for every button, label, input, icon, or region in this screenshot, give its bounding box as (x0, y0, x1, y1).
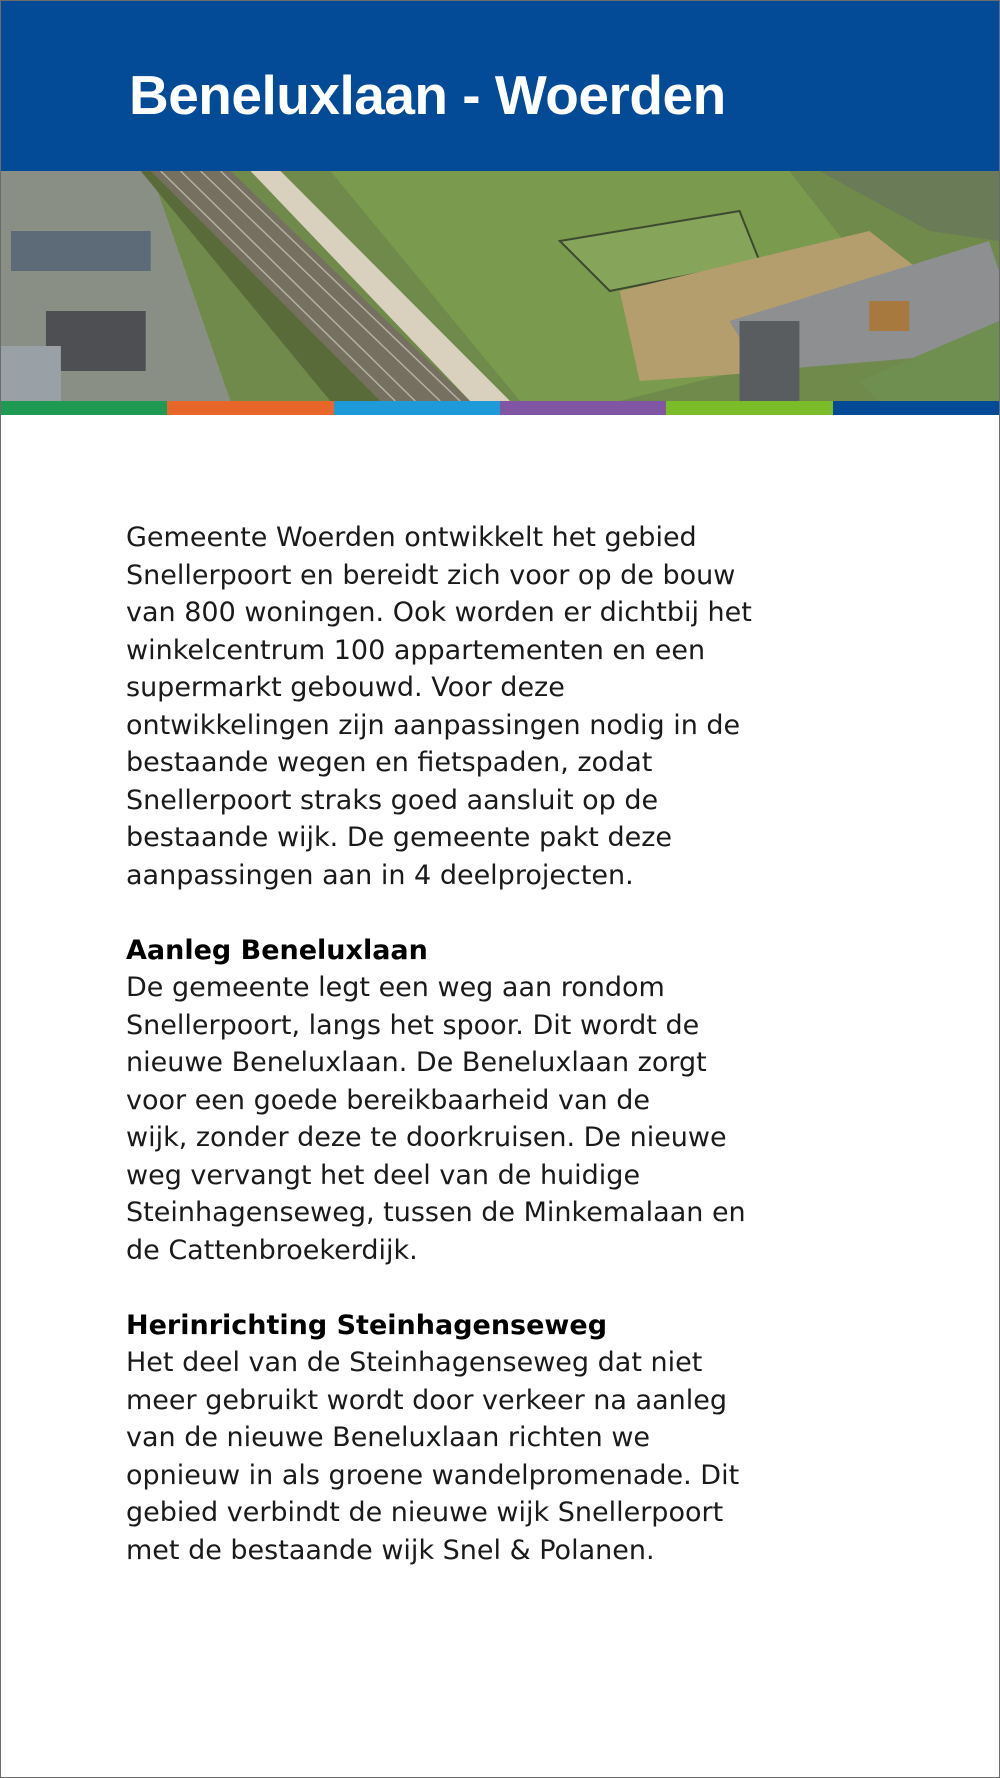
text-line: met de bestaande wijk Snel & Polanen. (126, 1534, 655, 1566)
text-line: Snellerpoort, langs het spoor. Dit wordt de (126, 1009, 700, 1041)
text-line: Gemeente Woerden ontwikkelt het gebied (126, 522, 697, 553)
text-line: bestaande wijk. De gemeente pakt deze (126, 822, 672, 853)
section-heading: Aanleg Beneluxlaan (126, 934, 428, 966)
text-line: meer gebruikt wordt door verkeer na aanleg (126, 1384, 727, 1416)
text-line: De gemeente legt een weg aan rondom (126, 972, 665, 1003)
text-line: voor een goede bereikbaarheid van de (126, 1084, 650, 1116)
text-line: van 800 woningen. Ook worden er dichtbij het (126, 597, 752, 628)
color-stripe (1, 401, 999, 415)
text-line: bestaande wegen en fietspaden, zodat (126, 747, 653, 778)
text-line: aanpassingen aan in 4 deelprojecten. (126, 859, 634, 891)
stripe-orange (167, 401, 333, 415)
section-herinrichting-steinhagenseweg (126, 1307, 752, 1570)
text-line: Het deel van de Steinhagenseweg dat niet (126, 1347, 703, 1378)
text-line: winkelcentrum 100 appartementen en een (126, 634, 706, 666)
intro-paragraph (126, 519, 752, 894)
text-line: Snellerpoort en bereidt zich voor op de bouw (126, 559, 736, 591)
text-line: wijk, zonder deze te doorkruisen. De nieuwe (126, 1122, 727, 1153)
aerial-photo (1, 171, 999, 401)
stripe-green (1, 401, 167, 415)
stripe-purple (500, 401, 666, 415)
page-title: Beneluxlaan - Woerden (129, 64, 726, 126)
stripe-lime (666, 401, 832, 415)
stripe-light-blue (334, 401, 500, 415)
stripe-dark-blue (833, 401, 999, 415)
header-banner (1, 1, 999, 171)
section-heading: Herinrichting Steinhagenseweg (126, 1309, 608, 1341)
text-line: de Cattenbroekerdijk. (126, 1234, 418, 1266)
text-line: weg vervangt het deel van de huidige (126, 1159, 641, 1191)
text-line: ontwikkelingen zijn aanpassingen nodig in de (126, 709, 741, 741)
text-line: van de nieuwe Beneluxlaan richten we (126, 1422, 651, 1453)
text-line: nieuwe Beneluxlaan. De Beneluxlaan zorgt (126, 1047, 707, 1078)
text-line: supermarkt gebouwd. Voor deze (126, 672, 565, 703)
article-body (126, 519, 752, 1569)
text-line: Snellerpoort straks goed aansluit op de (126, 784, 659, 816)
section-aanleg-beneluxlaan (126, 932, 752, 1270)
text-line: Steinhagenseweg, tussen de Minkemalaan en (126, 1197, 746, 1228)
text-line: opnieuw in als groene wandelpromenade. Dit (126, 1459, 740, 1491)
text-line: gebied verbindt de nieuwe wijk Snellerpoort (126, 1497, 724, 1528)
